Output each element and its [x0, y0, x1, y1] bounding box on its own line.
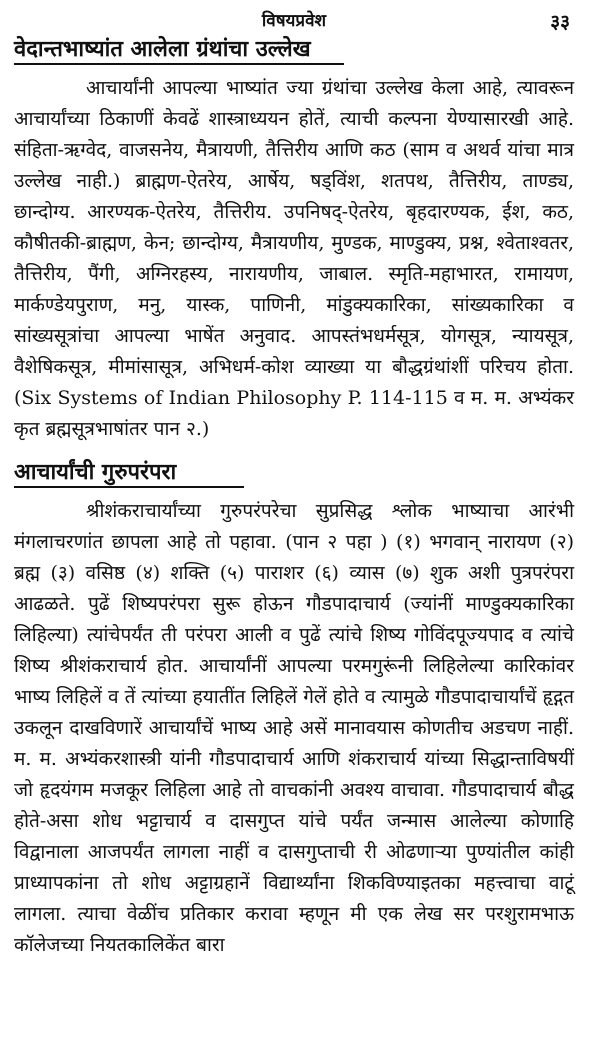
- section-spacer: [14, 445, 574, 453]
- section-heading: वेदान्तभाष्यांत आलेला ग्रंथांचा उल्लेख: [14, 36, 311, 62]
- page-number: ३३: [550, 11, 570, 33]
- body-paragraph: श्रीशंकराचार्यांच्या गुरुपरंपरेचा सुप्रसिद्ध श्लोक भाष्याचा आरंभी मंगलाचरणांत छापला आहे तो पहावा. (पान २ पहा ) (१) भगवान् नारायण (२) ब्रह्म (३) वसिष्ठ (४) शक्ति (५) पाराशर (६) व्यास (७) शुक अशी पुत्रपरंपरा आढळते. पुढें शिष्यपरंपरा सुरू होऊन गौडपादाचार्य (ज्यांनीं माण्डुक्यकारिका लिहिल्या) त्यांचेपर्यंत ती परंपरा आली व पुढें त्यांचे शिष्य गोविंदपूज्यपाद व त्यांचे शिष्य श्रीशंकराचार्य होत. आचार्यांनीं आपल्या परमगुरूंनी लिहिलेल्या कारिकांवर भाष्य लिहिलें व तें त्यांच्या हयातींत लिहिलें गेलें होते व त्यामुळे गौडपादाचार्यांचें हृद्गत उकलून दाखविणारें आचार्यांचें भाष्य आहे असें मानावयास कोणतीच अडचण नाहीं. म. म. अभ्यंकरशास्त्री यांनी गौडपादाचार्य आणि शंकराचार्य यांच्या सिद्धान्ताविषयीं जो हृदयंगम मजकूर लिहिला आहे तो वाचकांनी अवश्य वाचावा. गौडपादाचार्य बौद्ध होते-असा शोध भट्टाचार्य व दासगुप्त यांचे पर्यंत जन्मास आलेल्या कोणाहि विद्वानाला आजपर्यंत लागला नाहीं व दासगुप्ताची री ओढणाऱ्या पुण्यांतील कांही प्राध्यापकांना तो शोध अट्टाग्रहानें विद्यार्थ्यांना शिकविण्याइतका महत्त्वाचा वाटूं लागला. त्याचा वेळींच प्रतिकार करावा म्हणून मी एक लेख सर परशुरामभाऊ कॉलेजच्या नियतकालिकेंत बारा: [14, 500, 574, 956]
- section-heading: आचार्यांची गुरुपरंपरा: [14, 459, 177, 485]
- section-vedanta-references: [14, 30, 574, 445]
- body-paragraph: आचार्यांनी आपल्या भाष्यांत ज्या ग्रंथांचा उल्लेख केला आहे, त्यावरून आचार्यांच्या ठिकाणीं केवढें शास्त्राध्ययन होतें, त्याची कल्पना येण्यासारखी आहे. संहिता-ऋग्वेद, वाजसनेय, मैत्रायणी, तैत्तिरीय आणि कठ (साम व अथर्व यांचा मात्र उल्लेख नाही.) ब्राह्मण-ऐतरेय, आर्षेय, षड्विंश, शतपथ, तैत्तिरीय, ताण्ड्य, छान्दोग्य. आरण्यक-ऐतरेय, तैत्तिरीय. उपनिषद्-ऐतरेय, बृहदारण्यक, ईश, कठ, कौषीतकी-ब्राह्मण, केन; छान्दोग्य, मैत्रायणीय, मुण्डक, माण्डुक्य, प्रश्न, श्वेताश्वतर, तैत्तिरीय, पैंगी, अग्निरहस्य, नारायणीय, जाबाल. स्मृति-महाभारत, रामायण, मार्कण्डेयपुराण, मनु, यास्क, पाणिनी, मांडुक्यकारिका, सांख्यकारिका व सांख्यसूत्रांचा आपल्या भाषेंत अनुवाद. आपस्तंभधर्मसूत्र, योगसूत्र, न्यायसूत्र, वैशेषिकसूत्र, मीमांसासूत्र, अभिधर्म-कोश व्याख्या या बौद्धग्रंथांशीं परिचय होता. (Six Systems of Indian Philosophy P. 114-115 व म. म. अभ्यंकर कृत ब्रह्मसूत्रभाषांतर पान २.): [14, 77, 574, 440]
- running-header: [14, 6, 574, 33]
- running-title: विषयप्रवेश: [261, 11, 327, 31]
- section-guru-lineage: [14, 453, 574, 961]
